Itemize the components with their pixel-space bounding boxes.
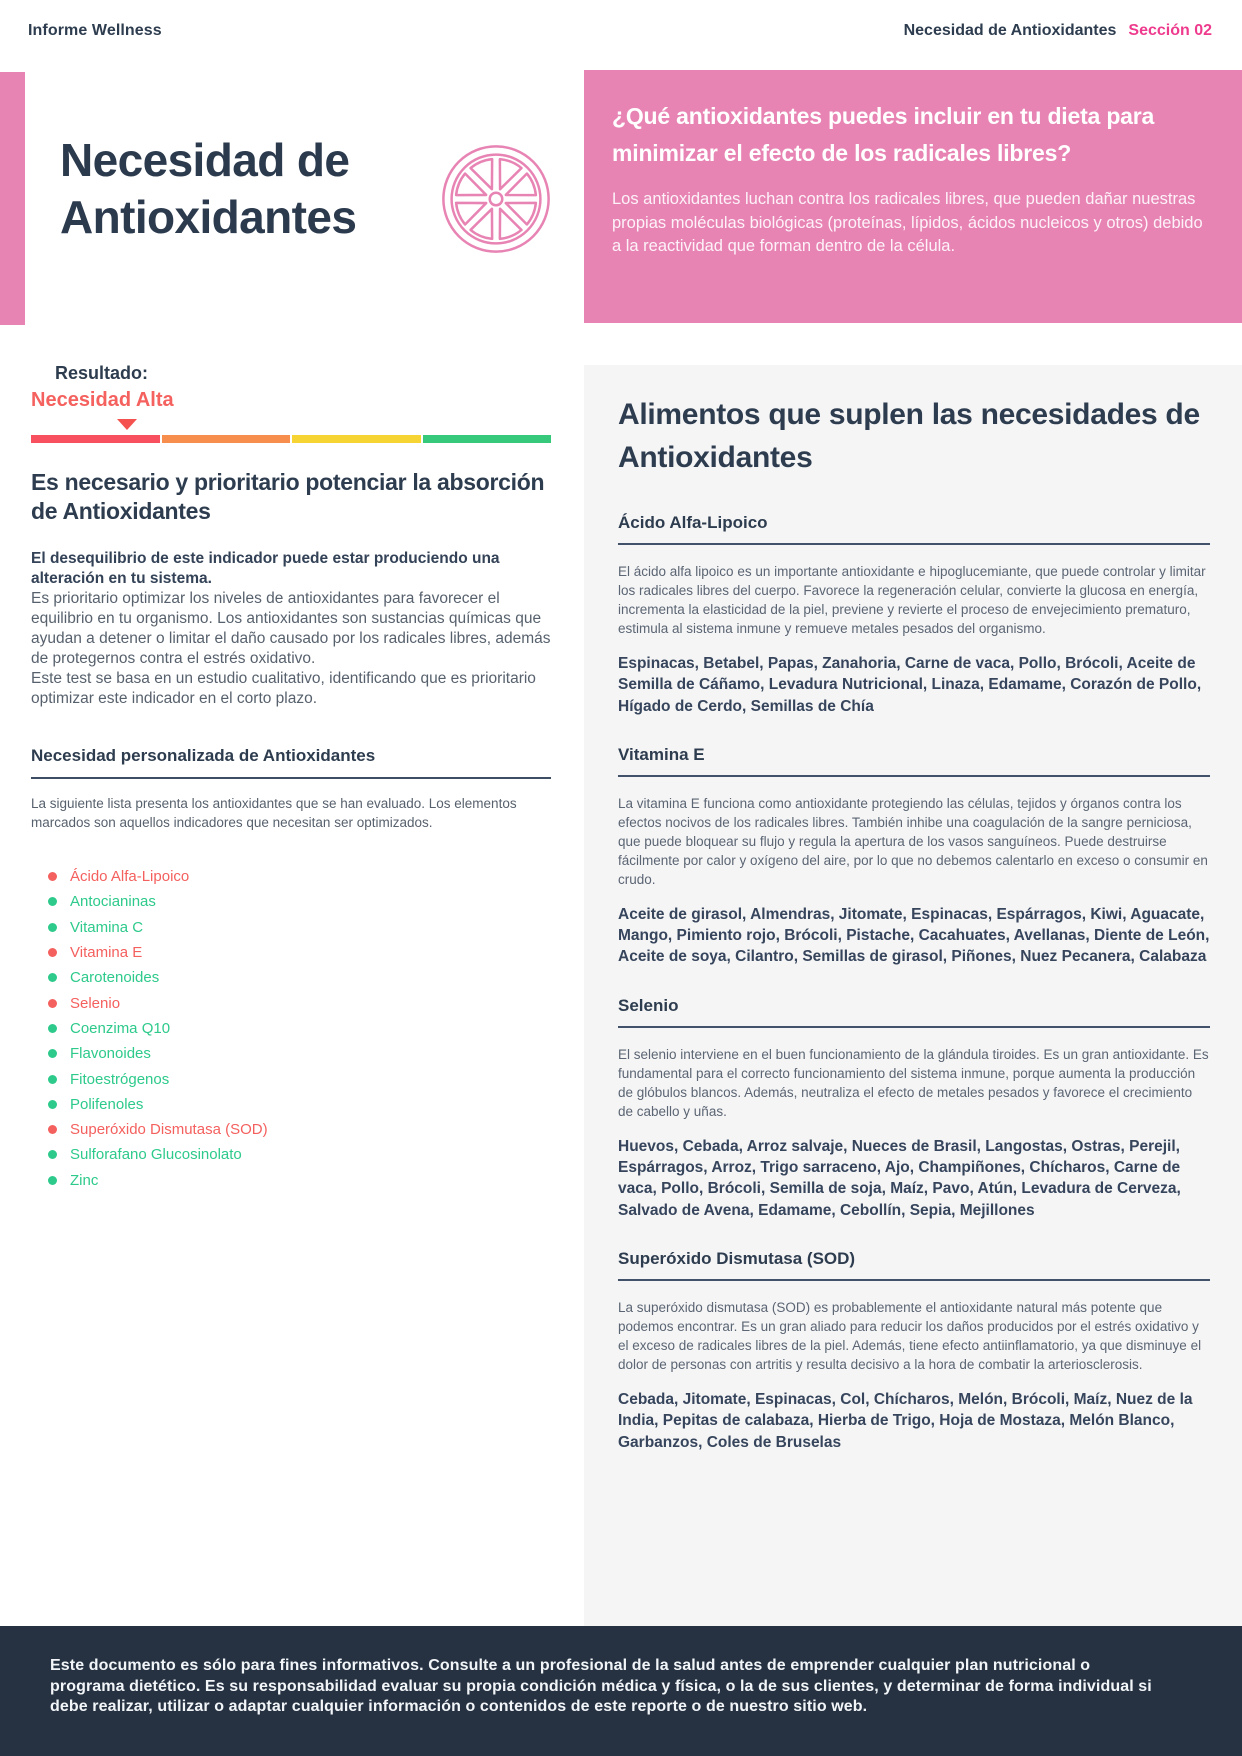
food-section-foods: Huevos, Cebada, Arroz salvaje, Nueces de Brasil, Langostas, Ostras, Perejil, Espárragos, Arroz, Trigo sarraceno, Ajo, Champiñones, Chícharos, Carne de vaca, Pollo, Brócoli, Semilla de soja, Maíz, Pavo, Atún, Levadura de Cerveza, Salvado de Avena, Edamame, Cebollín, Sepia, Mejillones (618, 1137, 1181, 1219)
foods-panel-title: Alimentos que suplen las necesidades de Antioxidantes (618, 398, 1200, 474)
status-dot-icon (48, 923, 57, 932)
food-section-body: El selenio interviene en el buen funcionamiento de la glándula tiroides. Es un gran antioxidante. Es fundamental para el correcto funcionamiento del sistema inmune, porque aumenta la producción de glóbulos blancos. Además, neutraliza el efecto de metales pesados y favorece el crecimiento de cabello y uñas. (618, 1046, 1209, 1119)
scale-segment-1 (162, 435, 291, 443)
assessment-lead: El desequilibrio de este indicador puede estar produciendo una alteración en tu sistema. (31, 550, 500, 587)
result-column (31, 363, 576, 1193)
antioxidant-list-item (48, 990, 576, 1015)
scale-segment-0 (31, 435, 160, 443)
divider (618, 775, 1210, 777)
antioxidant-label: Selenio (70, 994, 121, 1012)
divider (618, 1279, 1210, 1281)
antioxidant-list-item (48, 1016, 576, 1041)
food-section-body: La vitamina E funciona como antioxidante protegiendo las células, tejidos y órganos contra los efectos nocivos de los radicales libres. También inhibe una coagulación de la sangre perniciosa, que puede bloquear su flujo y regula la apertura de los vasos sanguíneos. Puede destruirse fácilmente por calor y oxígeno del aire, por lo que no debemos calentarlo en exceso o consumir en crudo. (618, 795, 1208, 887)
food-section (618, 995, 1210, 1221)
page-header (28, 22, 1212, 40)
antioxidant-list-item (48, 940, 576, 965)
assessment-heading: Es necesario y prioritario potenciar la absorción de Antioxidantes (31, 469, 545, 524)
antioxidant-list-item (48, 915, 576, 940)
foods-panel (584, 365, 1242, 1626)
divider (618, 543, 1210, 545)
intro-highlight-box (584, 70, 1242, 323)
page-title-line2: Antioxidantes (60, 191, 357, 243)
antioxidant-list-item (48, 864, 576, 889)
food-section (618, 744, 1210, 968)
status-dot-icon (48, 1024, 57, 1033)
status-dot-icon (48, 948, 57, 957)
intro-box-heading: ¿Qué antioxidantes puedes incluir en tu dieta para minimizar el efecto de los radicales libres? (612, 103, 1155, 166)
food-section-heading: Selenio (618, 995, 679, 1015)
food-section-foods: Aceite de girasol, Almendras, Jitomate, Espinacas, Espárragos, Kiwi, Aguacate, Mango, Pimiento rojo, Brócoli, Pistache, Cacahuates, Avellanas, Diente de León, Aceite de soya, Cilantro, Semillas de girasol, Piñones, Nuez Pecanera, Calabaza (618, 905, 1210, 966)
antioxidant-label: Coenzima Q10 (70, 1019, 171, 1037)
antioxidant-label: Superóxido Dismutasa (SOD) (70, 1121, 268, 1139)
status-dot-icon (48, 1150, 57, 1159)
antioxidant-label: Zinc (70, 1171, 99, 1189)
status-dot-icon (48, 897, 57, 906)
antioxidant-list-item (48, 1041, 576, 1066)
status-dot-icon (48, 1125, 57, 1134)
food-section (618, 1248, 1210, 1453)
food-section-foods: Espinacas, Betabel, Papas, Zanahoria, Carne de vaca, Pollo, Brócoli, Aceite de Semilla de Cáñamo, Levadura Nutricional, Linaza, Edamame, Corazón de Pollo, Hígado de Cerdo, Semillas de Chía (618, 655, 1202, 715)
antioxidant-list-item (48, 965, 576, 990)
left-accent-strip (0, 72, 25, 325)
antioxidant-label: Polifenoles (70, 1095, 144, 1113)
footer-disclaimer: Este documento es sólo para fines informativos. Consulte a un profesional de la salud antes de emprender cualquier plan nutricional o programa dietético. Es su responsabilidad evaluar su propia condición médica y física, o la de sus clientes, y determinar de forma individual si debe realizar, utilizar o adaptar cualquier información o contenidos de este reporte o de nuestro sitio web. (50, 1657, 1152, 1715)
antioxidant-list-item (48, 1092, 576, 1117)
assessment-body-1: Es prioritario optimizar los niveles de antioxidantes para favorecer el equilibrio en tu organismo. Los antioxidantes son sustancias químicas que ayudan a detener o limitar el daño causado por los radicales libres, además de protegernos contra el estrés oxidativo. (31, 590, 551, 667)
section-tag: Sección 02 (1128, 22, 1212, 39)
citrus-slice-icon (440, 143, 552, 255)
divider (618, 1026, 1210, 1028)
status-dot-icon (48, 1176, 57, 1185)
antioxidant-list-item (48, 1142, 576, 1167)
page-footer (0, 1626, 1242, 1756)
personalized-body: La siguiente lista presenta los antioxidantes que se han evaluado. Los elementos marcados son aquellos indicadores que necesitan ser optimizados. (31, 796, 517, 830)
antioxidant-label: Flavonoides (70, 1045, 151, 1063)
status-dot-icon (48, 1075, 57, 1084)
scale-segment-3 (423, 435, 552, 443)
food-section (618, 512, 1210, 717)
status-dot-icon (48, 999, 57, 1008)
header-doc-title: Necesidad de Antioxidantes (903, 22, 1117, 39)
scale-segment-2 (292, 435, 421, 443)
result-value: Necesidad Alta (31, 389, 174, 411)
antioxidant-list (48, 864, 576, 1193)
food-section-foods: Cebada, Jitomate, Espinacas, Col, Chícharos, Melón, Brócoli, Maíz, Nuez de la India, Pepitas de calabaza, Hierba de Trigo, Hoja de Mostaza, Melón Blanco, Garbanzos, Coles de Bruselas (618, 1390, 1193, 1451)
antioxidant-label: Vitamina E (70, 944, 143, 962)
status-dot-icon (48, 1049, 57, 1058)
need-scale-bar (31, 435, 551, 443)
brand-title: Informe Wellness (28, 22, 162, 39)
antioxidant-list-item (48, 1168, 576, 1193)
page-title-line1: Necesidad de (60, 134, 350, 186)
food-section-heading: Superóxido Dismutasa (SOD) (618, 1248, 856, 1268)
antioxidant-list-item (48, 889, 576, 914)
scale-pointer-icon (117, 419, 137, 430)
status-dot-icon (48, 1100, 57, 1109)
assessment-body-2: Este test se basa en un estudio cualitativo, identificando que es prioritario optimizar este indicador en el corto plazo. (31, 670, 536, 707)
antioxidant-list-item (48, 1066, 576, 1091)
personalized-heading: Necesidad personalizada de Antioxidantes (31, 746, 551, 779)
antioxidant-label: Ácido Alfa-Lipoico (70, 868, 190, 886)
status-dot-icon (48, 872, 57, 881)
intro-box-body: Los antioxidantes luchan contra los radicales libres, que pueden dañar nuestras propias moléculas biológicas (proteínas, lípidos, ácidos nucleicos y otros) debido a la reactividad que forman dentro de la célula. (612, 190, 1203, 255)
header-right (904, 22, 1212, 40)
food-section-heading: Ácido Alfa-Lipoico (618, 513, 768, 532)
antioxidant-label: Antocianinas (70, 893, 156, 911)
page-title (60, 132, 356, 246)
antioxidant-label: Fitoestrógenos (70, 1070, 170, 1088)
status-dot-icon (48, 973, 57, 982)
food-section-body: El ácido alfa lipoico es un importante antioxidante e hipoglucemiante, que puede controlar y limitar los radicales libres del cuerpo. Favorece la regeneración celular, convierte la glucosa en energía, incrementa la elasticidad de la piel, previene y revierte el proceso de envejecimiento prematuro, estimula al sistema inmune y remueve metales pesados del organismo. (618, 564, 1206, 636)
food-section-heading: Vitamina E (618, 744, 705, 764)
antioxidant-label: Carotenoides (70, 969, 160, 987)
food-section-body: La superóxido dismutasa (SOD) es probablemente el antioxidante natural más potente que podemos encontrar. Es un gran aliado para reducir los daños producidos por el estrés oxidativo y el exceso de radicales libres de la piel. Además, tiene efecto antiinflamatorio, ya que disminuye el dolor de personas con artritis y resulta decisivo a la hora de combatir la arteriosclerosis. (618, 1299, 1202, 1372)
food-sections (618, 512, 1210, 1453)
result-label: Resultado: (55, 363, 149, 383)
antioxidant-list-item (48, 1117, 576, 1142)
antioxidant-label: Vitamina C (70, 918, 144, 936)
antioxidant-label: Sulforafano Glucosinolato (70, 1146, 242, 1164)
